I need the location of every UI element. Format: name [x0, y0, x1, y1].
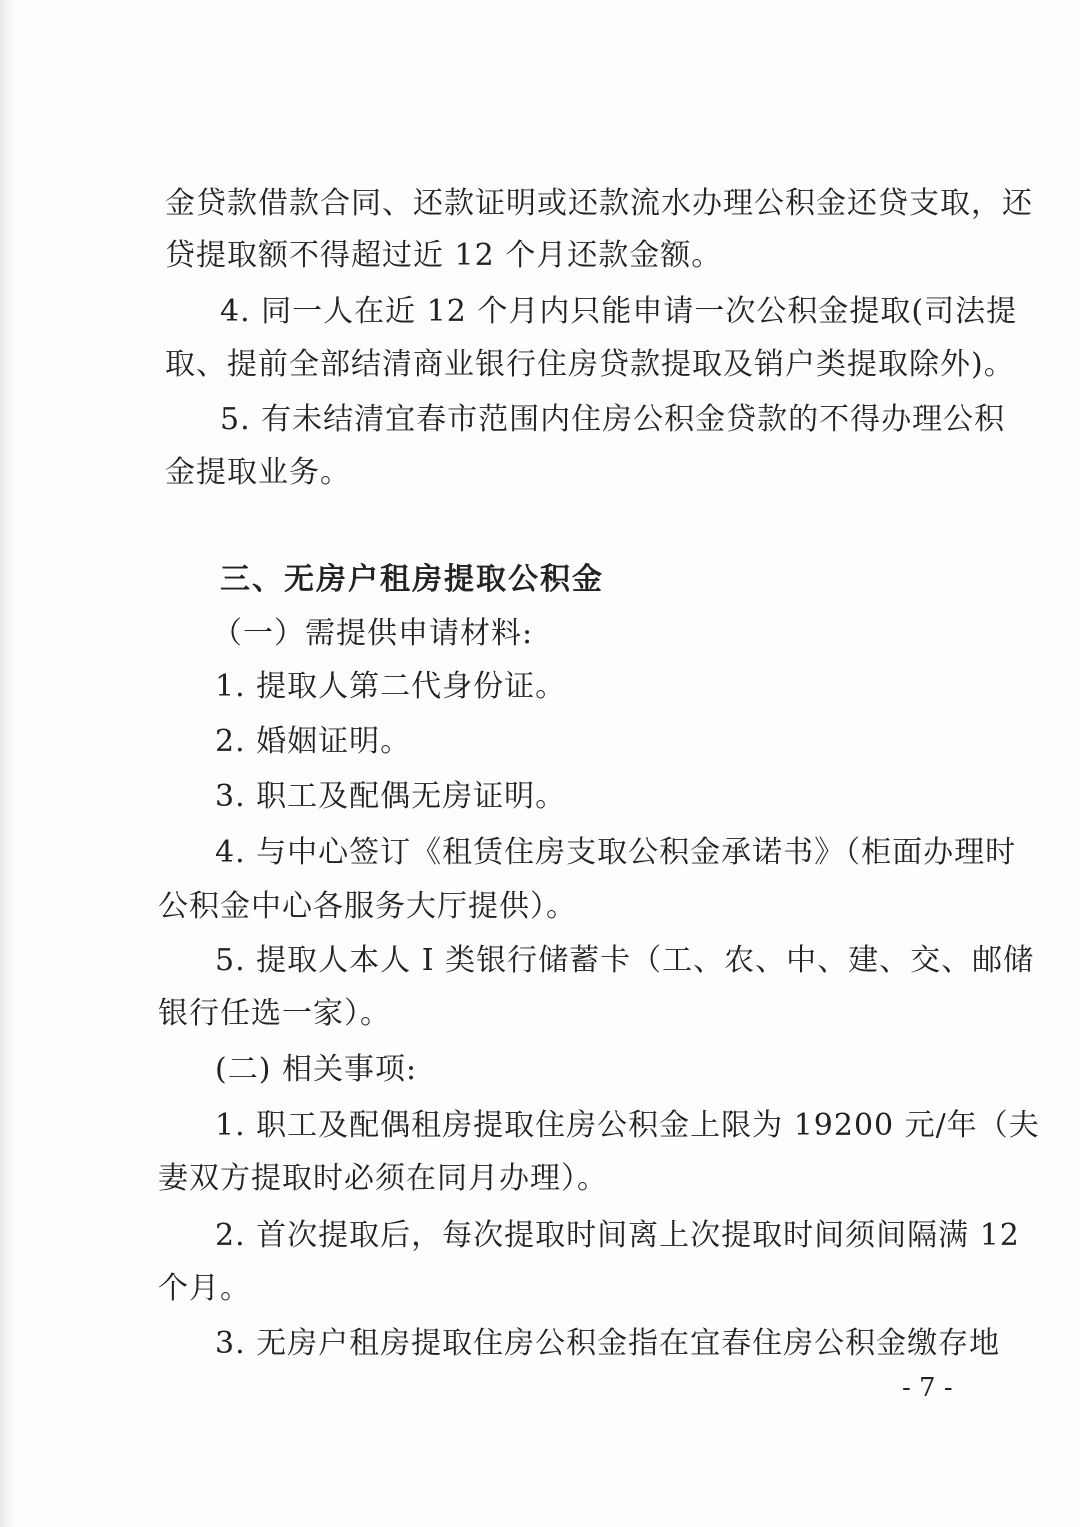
- text-line-19: 2. 首次提取后，每次提取时间离上次提取时间须间隔满 12: [215, 1218, 1020, 1253]
- text-line-13: 公积金中心各服务大厅提供）。: [158, 889, 577, 924]
- text-line-15: 银行任选一家）。: [158, 996, 391, 1031]
- text-line-11: 3. 职工及配偶无房证明。: [215, 779, 567, 814]
- text-line-10: 2. 婚姻证明。: [215, 724, 412, 759]
- text-line-20: 个月。: [158, 1271, 251, 1306]
- text-line-14: 5. 提取人本人 I 类银行储蓄卡（工、农、中、建、交、邮储: [215, 943, 1035, 978]
- text-line-3: 4. 同一人在近 12 个月内只能申请一次公积金提取(司法提: [220, 294, 1018, 329]
- text-line-2: 贷提取额不得超过近 12 个月还款金额。: [165, 238, 723, 273]
- text-line-6: 金提取业务。: [165, 455, 351, 490]
- text-line-9: 1. 提取人第二代身份证。: [215, 669, 567, 704]
- text-line-12: 4. 与中心签订《租赁住房支取公积金承诺书》（柜面办理时: [215, 835, 1017, 870]
- page-edge-shadow: [0, 0, 14, 1527]
- section-heading: 三、无房户租房提取公积金: [220, 562, 604, 597]
- text-line-5: 5. 有未结清宜春市范围内住房公积金贷款的不得办理公积: [220, 402, 1006, 437]
- text-line-18: 妻双方提取时必须在同月办理）。: [158, 1161, 608, 1196]
- text-line-4: 取、提前全部结清商业银行住房贷款提取及销户类提取除外)。: [165, 347, 1015, 382]
- subsection-heading-matters: (二) 相关事项:: [215, 1052, 418, 1087]
- subsection-heading-materials: （一）需提供申请材料:: [212, 616, 534, 651]
- text-line-21: 3. 无房户租房提取住房公积金指在宜春住房公积金缴存地: [215, 1326, 1001, 1361]
- page-number: - 7 -: [902, 1373, 953, 1403]
- text-line-17: 1. 职工及配偶租房提取住房公积金上限为 19200 元/年（夫: [215, 1108, 1040, 1143]
- text-line-1: 金贷款借款合同、还款证明或还款流水办理公积金还贷支取，还: [165, 186, 1033, 221]
